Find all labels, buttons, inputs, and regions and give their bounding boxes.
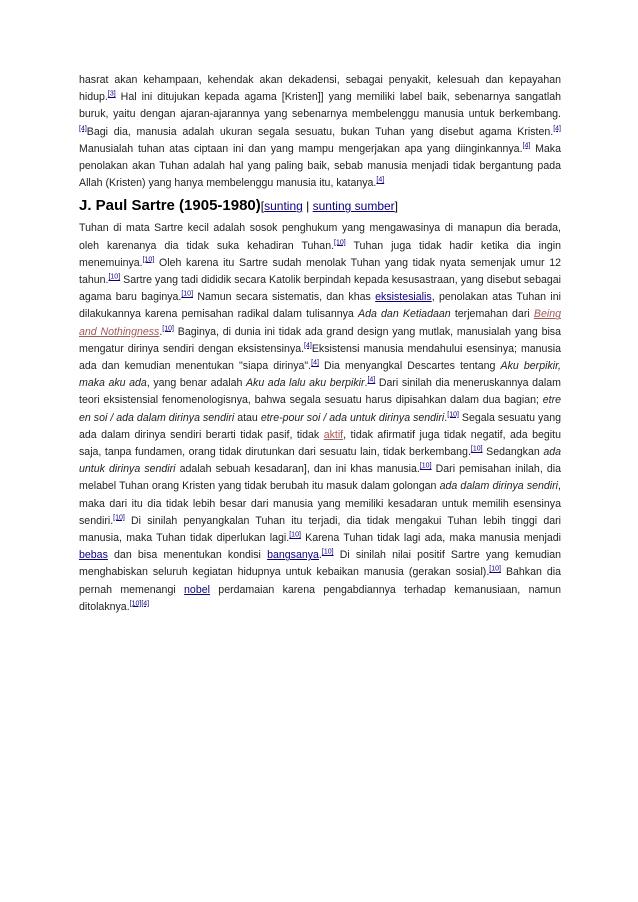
reference-link[interactable]: [10] [419,462,432,470]
document-page [79,72,561,616]
edit-source-link[interactable]: sunting sumber [312,199,395,214]
reference[interactable] [108,91,116,98]
text: dan bisa menentukan kondisi [107,549,268,562]
reference[interactable] [162,325,174,332]
reference[interactable] [130,600,149,607]
bracket-open: [ [260,199,265,214]
edit-separator: | [302,199,313,214]
text: terjemahan dari [450,308,534,321]
reference-link[interactable]: [10] [108,273,121,281]
text: perdamaian karena pengabdiannya terhadap kemanusiaan, namun ditolaknya. [79,583,561,613]
paragraph-sartre [79,220,561,616]
reference-link[interactable]: [4] [79,125,87,133]
text: atau [234,411,261,424]
text: Sedangkan [482,446,544,459]
reference[interactable] [334,239,346,246]
reference[interactable] [79,125,87,132]
text: . [159,325,163,338]
reference-link[interactable]: [10] [142,256,155,264]
reference-link[interactable]: [4] [304,342,312,350]
edit-links [261,199,398,213]
reference-link[interactable]: [10][4] [129,600,150,608]
text: hasrat akan kehampaan, kehendak akan dekadensi, sebagai penyakit, kelesuah dan kepayahan hidup. [79,74,561,104]
section-title: J. Paul Sartre (1905-1980) [79,197,261,215]
link-being-and-nothingness[interactable]: Being and Nothingness [79,308,562,338]
text: Segala sesuatu yang ada dalam dirinya sendiri berarti tidak pasif, tidak [79,411,561,441]
reference[interactable] [553,125,561,132]
reference-link[interactable]: [3] [107,90,116,98]
text: Dari pemisahan inilah, dia melabel Tuhan orang Kristen yang tidak berubah itu masuk dalam golongan [79,463,562,493]
paragraph-nietzsche-continued [79,72,561,192]
italic-text: Aku berpikir, maka aku ada [79,360,561,390]
reference[interactable] [304,342,312,349]
reference[interactable] [181,291,193,298]
italic-text: Aku ada lalu aku berpikir [245,377,365,390]
text: . [364,377,368,390]
text: Baginya, di dunia ini tidak ada grand design yang mutlak, manusialah yang bisa mengatur dirinya sendiri dengan eksistensinya. [79,325,561,355]
text: , tidak afirmatif juga tidak negatif, ada begitu saja, tanpa fundamen, orang tidak dirutunkan dari sesuatu lain, tidak berkembang. [79,428,561,459]
text: Maka penolakan akan Tuhan adalah hal yang paling baik, sebab manusia menjadi tidak bergantung pada Allah (Kristen) yang hanya membelenggu manusia itu, katanya. [79,142,561,190]
bracket-close: ] [394,199,399,214]
text: . [444,411,448,424]
link-bebas[interactable]: bebas [79,549,108,562]
reference-link[interactable]: [10] [181,290,194,298]
reference[interactable] [489,566,501,573]
reference-link[interactable]: [10] [289,531,301,539]
text: Di sinilah penyangkalan Tuhan itu terjadi, dia tidak mengakui Tuhan lebih tinggi dari manusia, maka Tuhan tidak diperlukan lagi. [79,514,561,545]
reference[interactable] [376,177,384,184]
reference[interactable] [289,532,301,539]
reference-link[interactable]: [4] [311,359,319,367]
italic-text: ada untuk dirinya sendiri [79,446,561,476]
reference-link[interactable]: [4] [376,176,385,184]
reference-link[interactable]: [10] [113,514,125,522]
text: adalah sebuah kesadaran], dan ini khas manusia. [175,463,420,476]
italic-text: Ada dan Ketiadaan [358,308,451,321]
italic-text: etre en soi / ada dalam dirinya sendiri [79,394,561,424]
text: , yang benar adalah [146,377,246,390]
text: Tuhan juga tidak hadir ketika dia ingin menemuinya. [79,239,561,269]
text: Dari sinilah dia meneruskannya dalam teori eksistensial fenomenologisnya, bahwa segala sesuatu harus dipisahkan dalam dua bagian; [79,377,561,407]
text: Bahkan dia pernah memenangi [79,566,561,596]
reference-link[interactable]: [4] [367,376,376,384]
reference-link[interactable]: [10] [321,548,334,556]
italic-text: etre-pour soi / ada untuk dirinya sendiri [260,411,445,424]
text: Namun secara sistematis, dan khas [193,291,376,304]
text: Bagi dia, manusia adalah ukuran segala sesuatu, bukan Tuhan yang disebut agama Kristen. [86,125,554,138]
link-bangsanya[interactable]: bangsanya [267,549,319,562]
reference[interactable] [471,446,483,453]
reference-link[interactable]: [10] [162,325,174,333]
text: , penolakan atas Tuhan ini dilakukannya karena pemisahan radikal dalam tulisannya [79,291,561,321]
text: Di sinilah nilai positif Sartre yang kemudian menghabiskan seluruh kegiatan hidupnya untuk kebaikan manusia (gerakan sosial). [79,549,561,579]
reference[interactable] [108,274,120,281]
reference[interactable] [311,360,319,367]
link-nobel[interactable]: nobel [184,583,210,596]
text: , maka dari itu dia tidak lebih besar dari manusia yang memiliki kesadaran untuk memilih esensinya sendiri. [79,480,561,527]
reference[interactable] [420,463,432,470]
text: Karena Tuhan tidak lagi ada, maka manusia menjadi [300,532,561,545]
reference-link[interactable]: [4] [522,142,531,150]
text: Sartre yang tadi dididik secara Katolik berpindah kepada kesusastraan, yang disebut sebagai agama baru baginya. [79,274,561,304]
reference[interactable] [322,549,334,556]
section-heading [79,196,561,216]
reference-link[interactable]: [10] [447,411,459,419]
reference-link[interactable]: [10] [489,565,501,573]
reference[interactable] [143,256,155,263]
text: Hal ini ditujukan kepada agama [Kristen]] yang memiliki label baik, sebenarnya sangatlah buruk, yaitu dengan ajaran-ajarannya yang sebenarnya membelenggu manusia untuk berkembang. [79,91,561,121]
text: Dia menyangkal Descartes tentang [318,360,501,373]
text: Oleh karena itu Sartre sudah menolak Tuhan yang tidak nyata semenjak umur 12 tahun. [79,256,561,287]
reference-link[interactable]: [10] [470,445,483,453]
text: Eksistensi manusia mendahului esensinya; manusia ada dan kemudian menentukan "siapa dirinya". [79,342,561,373]
edit-link[interactable]: sunting [264,199,303,214]
link-eksistesialis[interactable]: eksistesialis [375,291,432,304]
italic-text: ada dalam dirinya sendiri [439,480,559,493]
text: . [318,549,322,562]
reference[interactable] [447,411,459,418]
reference-link[interactable]: [10] [334,239,346,247]
link-aktif[interactable]: aktif [323,428,344,441]
text: Tuhan di mata Sartre kecil adalah sosok penghukum yang mengawasinya di manapun dia berada, oleh karenanya dia tidak suka kehadiran Tuhan. [79,222,561,252]
reference-link[interactable]: [4] [553,125,561,133]
text: Manusialah tuhan atas ciptaan ini dan yang mampu mengerjakan apa yang diinginkannya. [79,142,523,155]
reference[interactable] [113,514,125,521]
